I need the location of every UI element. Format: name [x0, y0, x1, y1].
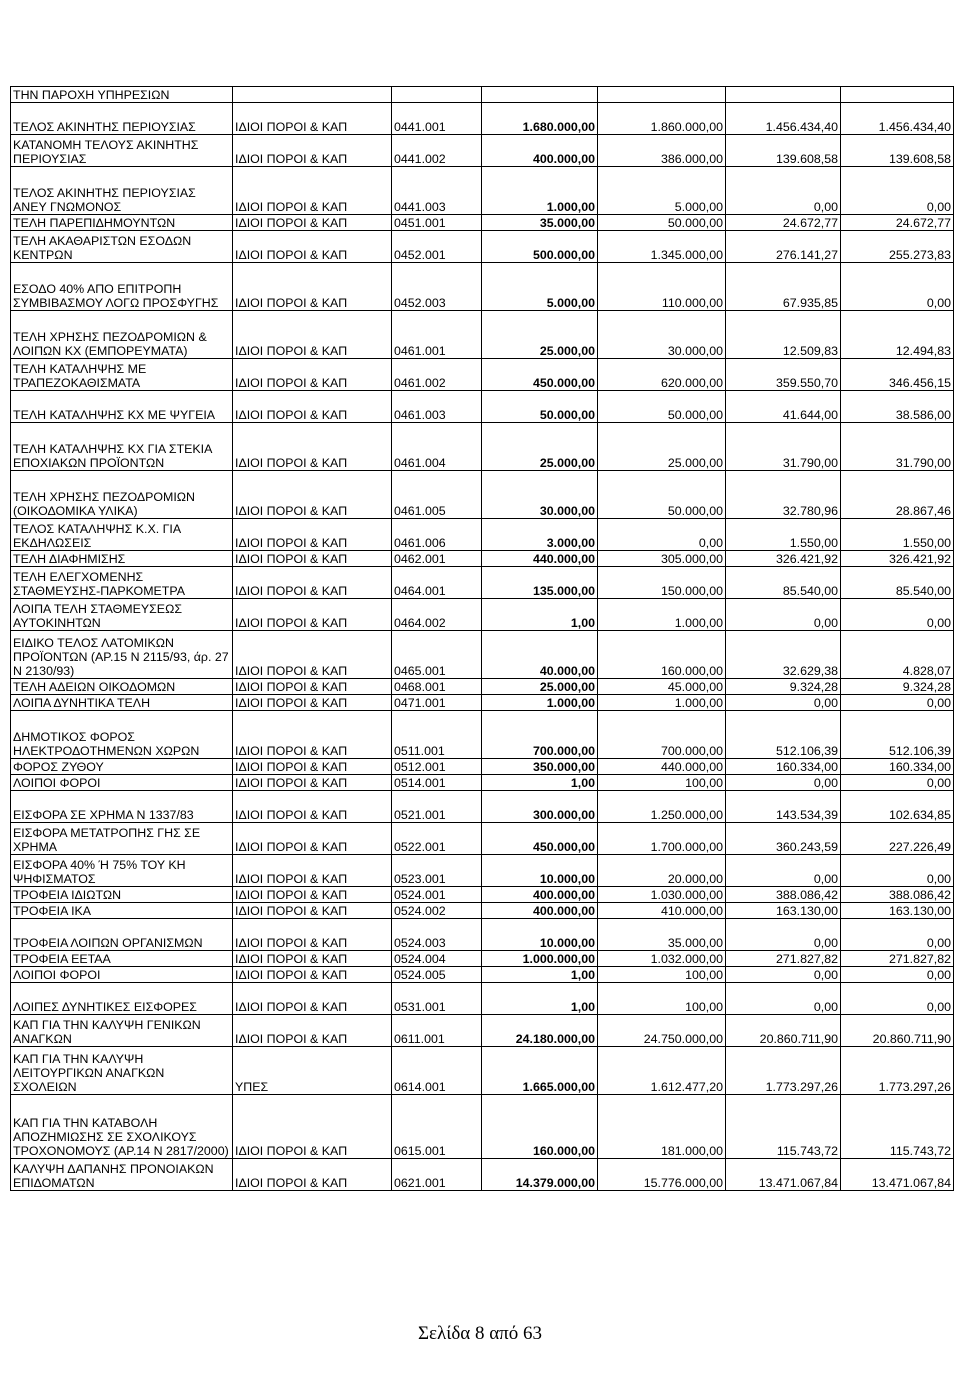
- account-code-cell: 0524.003: [392, 919, 482, 951]
- account-code-cell: 0441.002: [392, 135, 482, 167]
- revised-amount-cell: 24.750.000,00: [598, 1015, 726, 1047]
- funding-source-cell: ΙΔΙΟΙ ΠΟΡΟΙ & ΚΑΠ: [233, 695, 392, 711]
- table-row: [11, 471, 954, 519]
- table-row: [11, 951, 954, 967]
- revised-amount-cell: 386.000,00: [598, 135, 726, 167]
- table-row: [11, 87, 954, 103]
- funding-source-cell: ΙΔΙΟΙ ΠΟΡΟΙ & ΚΑΠ: [233, 983, 392, 1015]
- description-cell: ΤΡΟΦΕΙΑ ΛΟΙΠΩΝ ΟΡΓΑΝΙΣΜΩΝ: [11, 919, 233, 951]
- description-cell: ΤΕΛΗ ΚΑΤΑΛΗΨΗΣ ΚΧ ΜΕ ΨΥΓΕΙΑ: [11, 391, 233, 423]
- account-code-cell: 0611.001: [392, 1015, 482, 1047]
- revised-amount-cell: 25.000,00: [598, 423, 726, 471]
- table-row: [11, 215, 954, 231]
- budget-amount-cell: 1,00: [482, 967, 598, 983]
- budget-amount-cell: 50.000,00: [482, 391, 598, 423]
- table-row: [11, 167, 954, 215]
- account-code-cell: 0523.001: [392, 855, 482, 887]
- table-row: [11, 983, 954, 1015]
- table-row: [11, 599, 954, 631]
- description-cell: ΤΡΟΦΕΙΑ ΕΕΤΑΑ: [11, 951, 233, 967]
- account-code-cell: 0512.001: [392, 759, 482, 775]
- table-row: [11, 823, 954, 855]
- table-row: [11, 1095, 954, 1159]
- table-row: [11, 519, 954, 551]
- revised-amount-cell: 110.000,00: [598, 263, 726, 311]
- table-row: [11, 135, 954, 167]
- funding-source-cell: ΥΠΕΣ: [233, 1047, 392, 1095]
- certified-amount-cell: 9.324,28: [726, 679, 841, 695]
- collected-amount-cell: 0,00: [841, 695, 954, 711]
- description-cell: ΤΕΛΗ ΠΑΡΕΠΙΔΗΜΟΥΝΤΩΝ: [11, 215, 233, 231]
- collected-amount-cell: 0,00: [841, 599, 954, 631]
- revised-amount-cell: 1.000,00: [598, 599, 726, 631]
- collected-amount-cell: 346.456,15: [841, 359, 954, 391]
- description-cell: ΚΑΤΑΝΟΜΗ ΤΕΛΟΥΣ ΑΚΙΝΗΤΗΣ ΠΕΡΙΟΥΣΙΑΣ: [11, 135, 233, 167]
- certified-amount-cell: 0,00: [726, 599, 841, 631]
- collected-amount-cell: [841, 87, 954, 103]
- budget-amount-cell: 400.000,00: [482, 135, 598, 167]
- collected-amount-cell: 102.634,85: [841, 791, 954, 823]
- budget-amount-cell: 400.000,00: [482, 887, 598, 903]
- budget-amount-cell: 30.000,00: [482, 471, 598, 519]
- certified-amount-cell: 0,00: [726, 855, 841, 887]
- collected-amount-cell: 1.773.297,26: [841, 1047, 954, 1095]
- budget-amount-cell: 25.000,00: [482, 423, 598, 471]
- collected-amount-cell: 20.860.711,90: [841, 1015, 954, 1047]
- funding-source-cell: ΙΔΙΟΙ ΠΟΡΟΙ & ΚΑΠ: [233, 359, 392, 391]
- funding-source-cell: ΙΔΙΟΙ ΠΟΡΟΙ & ΚΑΠ: [233, 1095, 392, 1159]
- description-cell: ΚΑΠ ΓΙΑ ΤΗΝ ΚΑΛΥΨΗ ΓΕΝΙΚΩΝ ΑΝΑΓΚΩΝ: [11, 1015, 233, 1047]
- description-cell: ΤΕΛΗ ΕΛΕΓΧΟΜΕΝΗΣ ΣΤΑΘΜΕΥΣΗΣ-ΠΑΡΚΟΜΕΤΡΑ: [11, 567, 233, 599]
- funding-source-cell: ΙΔΙΟΙ ΠΟΡΟΙ & ΚΑΠ: [233, 855, 392, 887]
- account-code-cell: 0531.001: [392, 983, 482, 1015]
- certified-amount-cell: 0,00: [726, 967, 841, 983]
- collected-amount-cell: 0,00: [841, 775, 954, 791]
- collected-amount-cell: 271.827,82: [841, 951, 954, 967]
- budget-amount-cell: [482, 87, 598, 103]
- table-row: [11, 759, 954, 775]
- funding-source-cell: ΙΔΙΟΙ ΠΟΡΟΙ & ΚΑΠ: [233, 599, 392, 631]
- description-cell: ΤΕΛΟΣ ΑΚΙΝΗΤΗΣ ΠΕΡΙΟΥΣΙΑΣ: [11, 103, 233, 135]
- account-code-cell: 0615.001: [392, 1095, 482, 1159]
- funding-source-cell: ΙΔΙΟΙ ΠΟΡΟΙ & ΚΑΠ: [233, 423, 392, 471]
- revised-amount-cell: 100,00: [598, 775, 726, 791]
- description-cell: ΤΕΛΗ ΑΔΕΙΩΝ ΟΙΚΟΔΟΜΩΝ: [11, 679, 233, 695]
- revised-amount-cell: 1.612.477,20: [598, 1047, 726, 1095]
- collected-amount-cell: 115.743,72: [841, 1095, 954, 1159]
- table-row: [11, 1159, 954, 1191]
- table-row: [11, 263, 954, 311]
- table-row: [11, 551, 954, 567]
- budget-amount-cell: 3.000,00: [482, 519, 598, 551]
- description-cell: ΤΗΝ ΠΑΡΟΧΗ ΥΠΗΡΕΣΙΩΝ: [11, 87, 233, 103]
- funding-source-cell: ΙΔΙΟΙ ΠΟΡΟΙ & ΚΑΠ: [233, 791, 392, 823]
- certified-amount-cell: 1.550,00: [726, 519, 841, 551]
- budget-amount-cell: 160.000,00: [482, 1095, 598, 1159]
- funding-source-cell: [233, 87, 392, 103]
- description-cell: ΤΡΟΦΕΙΑ ΙΔΙΩΤΩΝ: [11, 887, 233, 903]
- revised-amount-cell: 620.000,00: [598, 359, 726, 391]
- budget-amount-cell: 450.000,00: [482, 823, 598, 855]
- certified-amount-cell: 360.243,59: [726, 823, 841, 855]
- revised-amount-cell: 1.032.000,00: [598, 951, 726, 967]
- budget-amount-cell: 1,00: [482, 599, 598, 631]
- account-code-cell: 0514.001: [392, 775, 482, 791]
- budget-amount-cell: 10.000,00: [482, 855, 598, 887]
- table-row: [11, 679, 954, 695]
- collected-amount-cell: 24.672,77: [841, 215, 954, 231]
- funding-source-cell: ΙΔΙΟΙ ΠΟΡΟΙ & ΚΑΠ: [233, 551, 392, 567]
- table-body: [11, 87, 954, 1191]
- budget-amount-cell: 24.180.000,00: [482, 1015, 598, 1047]
- description-cell: ΤΕΛΗ ΚΑΤΑΛΗΨΗΣ ΜΕ ΤΡΑΠΕΖΟΚΑΘΙΣΜΑΤΑ: [11, 359, 233, 391]
- revised-amount-cell: 35.000,00: [598, 919, 726, 951]
- certified-amount-cell: 13.471.067,84: [726, 1159, 841, 1191]
- table-row: [11, 919, 954, 951]
- table-row: [11, 855, 954, 887]
- description-cell: ΤΕΛΗ ΑΚΑΘΑΡΙΣΤΩΝ ΕΣΟΔΩΝ ΚΕΝΤΡΩΝ: [11, 231, 233, 263]
- funding-source-cell: ΙΔΙΟΙ ΠΟΡΟΙ & ΚΑΠ: [233, 231, 392, 263]
- description-cell: ΕΙΣΦΟΡΑ 40% Ή 75% ΤΟΥ ΚΗ ΨΗΦΙΣΜΑΤΟΣ: [11, 855, 233, 887]
- certified-amount-cell: 0,00: [726, 695, 841, 711]
- budget-amount-cell: 14.379.000,00: [482, 1159, 598, 1191]
- description-cell: ΤΕΛΗ ΚΑΤΑΛΗΨΗΣ ΚΧ ΓΙΑ ΣΤΕΚΙΑ ΕΠΟΧΙΑΚΩΝ ΠΡΟΪΟΝΤΩΝ: [11, 423, 233, 471]
- collected-amount-cell: 255.273,83: [841, 231, 954, 263]
- funding-source-cell: ΙΔΙΟΙ ΠΟΡΟΙ & ΚΑΠ: [233, 759, 392, 775]
- revised-amount-cell: 1.250.000,00: [598, 791, 726, 823]
- funding-source-cell: ΙΔΙΟΙ ΠΟΡΟΙ & ΚΑΠ: [233, 103, 392, 135]
- funding-source-cell: ΙΔΙΟΙ ΠΟΡΟΙ & ΚΑΠ: [233, 215, 392, 231]
- account-code-cell: 0441.001: [392, 103, 482, 135]
- revised-amount-cell: 20.000,00: [598, 855, 726, 887]
- revised-amount-cell: 30.000,00: [598, 311, 726, 359]
- revised-amount-cell: 1.860.000,00: [598, 103, 726, 135]
- account-code-cell: 0464.001: [392, 567, 482, 599]
- budget-amount-cell: 35.000,00: [482, 215, 598, 231]
- funding-source-cell: ΙΔΙΟΙ ΠΟΡΟΙ & ΚΑΠ: [233, 775, 392, 791]
- revised-amount-cell: 1.030.000,00: [598, 887, 726, 903]
- account-code-cell: 0511.001: [392, 711, 482, 759]
- account-code-cell: 0461.005: [392, 471, 482, 519]
- funding-source-cell: ΙΔΙΟΙ ΠΟΡΟΙ & ΚΑΠ: [233, 951, 392, 967]
- certified-amount-cell: 31.790,00: [726, 423, 841, 471]
- collected-amount-cell: 0,00: [841, 919, 954, 951]
- budget-amount-cell: 700.000,00: [482, 711, 598, 759]
- budget-amount-cell: 350.000,00: [482, 759, 598, 775]
- funding-source-cell: ΙΔΙΟΙ ΠΟΡΟΙ & ΚΑΠ: [233, 631, 392, 679]
- description-cell: ΔΗΜΟΤΙΚΟΣ ΦΟΡΟΣ ΗΛΕΚΤΡΟΔΟΤΗΜΕΝΩΝ ΧΩΡΩΝ: [11, 711, 233, 759]
- collected-amount-cell: 388.086,42: [841, 887, 954, 903]
- budget-amount-cell: 25.000,00: [482, 311, 598, 359]
- revised-amount-cell: 160.000,00: [598, 631, 726, 679]
- certified-amount-cell: 139.608,58: [726, 135, 841, 167]
- table-row: [11, 359, 954, 391]
- certified-amount-cell: 32.629,38: [726, 631, 841, 679]
- certified-amount-cell: 271.827,82: [726, 951, 841, 967]
- table-row: [11, 103, 954, 135]
- account-code-cell: 0461.001: [392, 311, 482, 359]
- funding-source-cell: ΙΔΙΟΙ ΠΟΡΟΙ & ΚΑΠ: [233, 391, 392, 423]
- account-code-cell: 0441.003: [392, 167, 482, 215]
- collected-amount-cell: 0,00: [841, 967, 954, 983]
- revised-amount-cell: 100,00: [598, 983, 726, 1015]
- budget-amount-cell: 450.000,00: [482, 359, 598, 391]
- certified-amount-cell: 359.550,70: [726, 359, 841, 391]
- description-cell: ΤΕΛΟΣ ΚΑΤΑΛΗΨΗΣ Κ.Χ. ΓΙΑ ΕΚΔΗΛΩΣΕΙΣ: [11, 519, 233, 551]
- funding-source-cell: ΙΔΙΟΙ ΠΟΡΟΙ & ΚΑΠ: [233, 967, 392, 983]
- revised-amount-cell: 50.000,00: [598, 471, 726, 519]
- certified-amount-cell: 276.141,27: [726, 231, 841, 263]
- description-cell: ΚΑΛΥΨΗ ΔΑΠΑΝΗΣ ΠΡΟΝΟΙΑΚΩΝ ΕΠΙΔΟΜΑΤΩΝ: [11, 1159, 233, 1191]
- table-row: [11, 567, 954, 599]
- budget-amount-cell: 135.000,00: [482, 567, 598, 599]
- certified-amount-cell: [726, 87, 841, 103]
- budget-amount-cell: 500.000,00: [482, 231, 598, 263]
- table-row: [11, 231, 954, 263]
- collected-amount-cell: 512.106,39: [841, 711, 954, 759]
- account-code-cell: 0522.001: [392, 823, 482, 855]
- budget-amount-cell: 10.000,00: [482, 919, 598, 951]
- description-cell: ΛΟΙΠΟΙ ΦΟΡΟΙ: [11, 967, 233, 983]
- funding-source-cell: ΙΔΙΟΙ ΠΟΡΟΙ & ΚΑΠ: [233, 519, 392, 551]
- budget-amount-cell: 1.000.000,00: [482, 951, 598, 967]
- table-row: [11, 903, 954, 919]
- collected-amount-cell: 12.494,83: [841, 311, 954, 359]
- table-row: [11, 775, 954, 791]
- description-cell: ΤΡΟΦΕΙΑ ΙΚΑ: [11, 903, 233, 919]
- account-code-cell: 0464.002: [392, 599, 482, 631]
- description-cell: ΤΕΛΗ ΧΡΗΣΗΣ ΠΕΖΟΔΡΟΜΙΩΝ & ΛΟΙΠΩΝ ΚΧ (ΕΜΠΟΡΕΥΜΑΤΑ): [11, 311, 233, 359]
- table-row: [11, 631, 954, 679]
- budget-amount-cell: 5.000,00: [482, 263, 598, 311]
- certified-amount-cell: 24.672,77: [726, 215, 841, 231]
- certified-amount-cell: 326.421,92: [726, 551, 841, 567]
- certified-amount-cell: 0,00: [726, 167, 841, 215]
- account-code-cell: 0468.001: [392, 679, 482, 695]
- collected-amount-cell: 85.540,00: [841, 567, 954, 599]
- account-code-cell: 0461.006: [392, 519, 482, 551]
- revised-amount-cell: 181.000,00: [598, 1095, 726, 1159]
- collected-amount-cell: 227.226,49: [841, 823, 954, 855]
- revised-amount-cell: 305.000,00: [598, 551, 726, 567]
- budget-amount-cell: 1.665.000,00: [482, 1047, 598, 1095]
- page-number: Σελίδα 8 από 63: [417, 1323, 543, 1344]
- funding-source-cell: ΙΔΙΟΙ ΠΟΡΟΙ & ΚΑΠ: [233, 263, 392, 311]
- description-cell: ΛΟΙΠΕΣ ΔΥΝΗΤΙΚΕΣ ΕΙΣΦΟΡΕΣ: [11, 983, 233, 1015]
- budget-amount-cell: 300.000,00: [482, 791, 598, 823]
- funding-source-cell: ΙΔΙΟΙ ΠΟΡΟΙ & ΚΑΠ: [233, 135, 392, 167]
- collected-amount-cell: 0,00: [841, 263, 954, 311]
- certified-amount-cell: 41.644,00: [726, 391, 841, 423]
- table-row: [11, 1047, 954, 1095]
- description-cell: ΤΕΛΗ ΧΡΗΣΗΣ ΠΕΖΟΔΡΟΜΙΩΝ (ΟΙΚΟΔΟΜΙΚΑ ΥΛΙΚΑ): [11, 471, 233, 519]
- account-code-cell: [392, 87, 482, 103]
- table-row: [11, 887, 954, 903]
- certified-amount-cell: 32.780,96: [726, 471, 841, 519]
- account-code-cell: 0614.001: [392, 1047, 482, 1095]
- revised-amount-cell: 50.000,00: [598, 215, 726, 231]
- account-code-cell: 0452.001: [392, 231, 482, 263]
- table-row: [11, 311, 954, 359]
- certified-amount-cell: 0,00: [726, 775, 841, 791]
- certified-amount-cell: 0,00: [726, 983, 841, 1015]
- funding-source-cell: ΙΔΙΟΙ ΠΟΡΟΙ & ΚΑΠ: [233, 1159, 392, 1191]
- certified-amount-cell: 12.509,83: [726, 311, 841, 359]
- revised-amount-cell: 440.000,00: [598, 759, 726, 775]
- table-row: [11, 967, 954, 983]
- collected-amount-cell: 163.130,00: [841, 903, 954, 919]
- revised-amount-cell: 1.700.000,00: [598, 823, 726, 855]
- description-cell: ΤΕΛΟΣ ΑΚΙΝΗΤΗΣ ΠΕΡΙΟΥΣΙΑΣ ΑΝΕΥ ΓΝΩΜΟΝΟΣ: [11, 167, 233, 215]
- budget-amount-cell: 1,00: [482, 775, 598, 791]
- funding-source-cell: ΙΔΙΟΙ ΠΟΡΟΙ & ΚΑΠ: [233, 167, 392, 215]
- description-cell: ΛΟΙΠΑ ΔΥΝΗΤΙΚΑ ΤΕΛΗ: [11, 695, 233, 711]
- account-code-cell: 0524.002: [392, 903, 482, 919]
- account-code-cell: 0524.001: [392, 887, 482, 903]
- account-code-cell: 0521.001: [392, 791, 482, 823]
- revised-amount-cell: 5.000,00: [598, 167, 726, 215]
- certified-amount-cell: 85.540,00: [726, 567, 841, 599]
- collected-amount-cell: 0,00: [841, 167, 954, 215]
- collected-amount-cell: 1.456.434,40: [841, 103, 954, 135]
- collected-amount-cell: 326.421,92: [841, 551, 954, 567]
- collected-amount-cell: 0,00: [841, 855, 954, 887]
- revised-amount-cell: 100,00: [598, 967, 726, 983]
- budget-amount-cell: 1.680.000,00: [482, 103, 598, 135]
- account-code-cell: 0621.001: [392, 1159, 482, 1191]
- certified-amount-cell: 1.456.434,40: [726, 103, 841, 135]
- collected-amount-cell: 1.550,00: [841, 519, 954, 551]
- collected-amount-cell: 160.334,00: [841, 759, 954, 775]
- revised-amount-cell: [598, 87, 726, 103]
- funding-source-cell: ΙΔΙΟΙ ΠΟΡΟΙ & ΚΑΠ: [233, 919, 392, 951]
- description-cell: ΛΟΙΠΑ ΤΕΛΗ ΣΤΑΘΜΕΥΣΕΩΣ ΑΥΤΟΚΙΝΗΤΩΝ: [11, 599, 233, 631]
- funding-source-cell: ΙΔΙΟΙ ΠΟΡΟΙ & ΚΑΠ: [233, 471, 392, 519]
- description-cell: ΚΑΠ ΓΙΑ ΤΗΝ ΚΑΛΥΨΗ ΛΕΙΤΟΥΡΓΙΚΩΝ ΑΝΑΓΚΩΝ ΣΧΟΛΕΙΩΝ: [11, 1047, 233, 1095]
- budget-amount-cell: 1.000,00: [482, 167, 598, 215]
- funding-source-cell: ΙΔΙΟΙ ΠΟΡΟΙ & ΚΑΠ: [233, 887, 392, 903]
- account-code-cell: 0451.001: [392, 215, 482, 231]
- budget-amount-cell: 1.000,00: [482, 695, 598, 711]
- collected-amount-cell: 0,00: [841, 983, 954, 1015]
- description-cell: ΚΑΠ ΓΙΑ ΤΗΝ ΚΑΤΑΒΟΛΗ ΑΠΟΖΗΜΙΩΣΗΣ ΣΕ ΣΧΟΛΙΚΟΥΣ ΤΡΟΧΟΝΟΜΟΥΣ (ΑΡ.14 Ν 2817/2000): [11, 1095, 233, 1159]
- table-row: [11, 791, 954, 823]
- collected-amount-cell: 28.867,46: [841, 471, 954, 519]
- account-code-cell: 0462.001: [392, 551, 482, 567]
- revised-amount-cell: 1.345.000,00: [598, 231, 726, 263]
- funding-source-cell: ΙΔΙΟΙ ΠΟΡΟΙ & ΚΑΠ: [233, 1015, 392, 1047]
- certified-amount-cell: 143.534,39: [726, 791, 841, 823]
- revised-amount-cell: 1.000,00: [598, 695, 726, 711]
- funding-source-cell: ΙΔΙΟΙ ΠΟΡΟΙ & ΚΑΠ: [233, 311, 392, 359]
- revised-amount-cell: 150.000,00: [598, 567, 726, 599]
- budget-amount-cell: 25.000,00: [482, 679, 598, 695]
- revised-amount-cell: 0,00: [598, 519, 726, 551]
- budget-amount-cell: 440.000,00: [482, 551, 598, 567]
- table-row: [11, 1015, 954, 1047]
- certified-amount-cell: 20.860.711,90: [726, 1015, 841, 1047]
- revised-amount-cell: 700.000,00: [598, 711, 726, 759]
- budget-amount-cell: 400.000,00: [482, 903, 598, 919]
- certified-amount-cell: 163.130,00: [726, 903, 841, 919]
- funding-source-cell: ΙΔΙΟΙ ΠΟΡΟΙ & ΚΑΠ: [233, 903, 392, 919]
- budget-amount-cell: 1,00: [482, 983, 598, 1015]
- description-cell: ΦΟΡΟΣ ΖΥΘΟΥ: [11, 759, 233, 775]
- revised-amount-cell: 45.000,00: [598, 679, 726, 695]
- collected-amount-cell: 38.586,00: [841, 391, 954, 423]
- funding-source-cell: ΙΔΙΟΙ ΠΟΡΟΙ & ΚΑΠ: [233, 711, 392, 759]
- funding-source-cell: ΙΔΙΟΙ ΠΟΡΟΙ & ΚΑΠ: [233, 823, 392, 855]
- table-row: [11, 391, 954, 423]
- revised-amount-cell: 15.776.000,00: [598, 1159, 726, 1191]
- certified-amount-cell: 512.106,39: [726, 711, 841, 759]
- revised-amount-cell: 50.000,00: [598, 391, 726, 423]
- certified-amount-cell: 160.334,00: [726, 759, 841, 775]
- collected-amount-cell: 13.471.067,84: [841, 1159, 954, 1191]
- account-code-cell: 0524.004: [392, 951, 482, 967]
- funding-source-cell: ΙΔΙΟΙ ΠΟΡΟΙ & ΚΑΠ: [233, 679, 392, 695]
- account-code-cell: 0461.002: [392, 359, 482, 391]
- collected-amount-cell: 139.608,58: [841, 135, 954, 167]
- collected-amount-cell: 9.324,28: [841, 679, 954, 695]
- certified-amount-cell: 1.773.297,26: [726, 1047, 841, 1095]
- certified-amount-cell: 0,00: [726, 919, 841, 951]
- revised-amount-cell: 410.000,00: [598, 903, 726, 919]
- account-code-cell: 0461.004: [392, 423, 482, 471]
- revenue-table: [10, 86, 954, 1191]
- table-row: [11, 423, 954, 471]
- table-row: [11, 711, 954, 759]
- account-code-cell: 0465.001: [392, 631, 482, 679]
- budget-amount-cell: 40.000,00: [482, 631, 598, 679]
- certified-amount-cell: 67.935,85: [726, 263, 841, 311]
- account-code-cell: 0452.003: [392, 263, 482, 311]
- account-code-cell: 0471.001: [392, 695, 482, 711]
- funding-source-cell: ΙΔΙΟΙ ΠΟΡΟΙ & ΚΑΠ: [233, 567, 392, 599]
- collected-amount-cell: 31.790,00: [841, 423, 954, 471]
- description-cell: ΕΣΟΔΟ 40% ΑΠΟ ΕΠΙΤΡΟΠΗ ΣΥΜΒΙΒΑΣΜΟΥ ΛΟΓΩ ΠΡΟΣΦΥΓΗΣ: [11, 263, 233, 311]
- description-cell: ΛΟΙΠΟΙ ΦΟΡΟΙ: [11, 775, 233, 791]
- description-cell: ΕΙΣΦΟΡΑ ΣΕ ΧΡΗΜΑ Ν 1337/83: [11, 791, 233, 823]
- account-code-cell: 0461.003: [392, 391, 482, 423]
- description-cell: ΕΙΔΙΚΟ ΤΕΛΟΣ ΛΑΤΟΜΙΚΩΝ ΠΡΟΪΟΝΤΩΝ (ΑΡ.15 Ν 2115/93, άρ. 27 Ν 2130/93): [11, 631, 233, 679]
- account-code-cell: 0524.005: [392, 967, 482, 983]
- table-row: [11, 695, 954, 711]
- certified-amount-cell: 115.743,72: [726, 1095, 841, 1159]
- description-cell: ΕΙΣΦΟΡΑ ΜΕΤΑΤΡΟΠΗΣ ΓΗΣ ΣΕ ΧΡΗΜΑ: [11, 823, 233, 855]
- certified-amount-cell: 388.086,42: [726, 887, 841, 903]
- collected-amount-cell: 4.828,07: [841, 631, 954, 679]
- description-cell: ΤΕΛΗ ΔΙΑΦΗΜΙΣΗΣ: [11, 551, 233, 567]
